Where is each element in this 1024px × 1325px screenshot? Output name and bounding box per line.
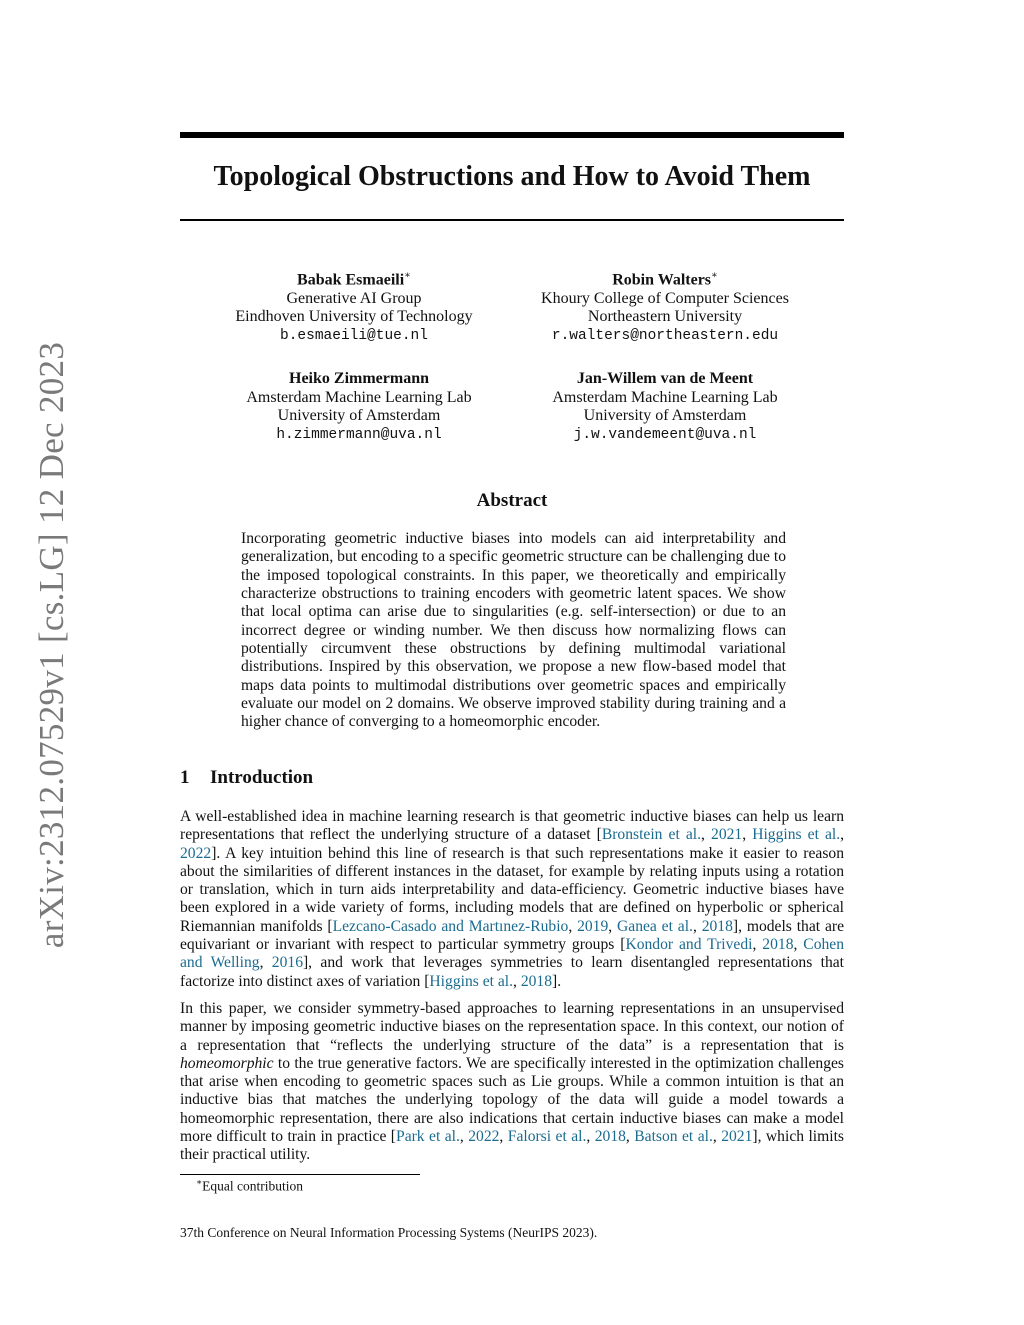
- section-number: 1: [180, 767, 190, 788]
- author-name: Robin Walters: [612, 271, 712, 289]
- citation-link[interactable]: 2018: [701, 917, 733, 935]
- citation-link[interactable]: 2016: [271, 954, 303, 972]
- author-affiliation: Amsterdam Machine Learning Lab: [246, 388, 472, 406]
- author-institution: Eindhoven University of Technology: [235, 308, 473, 326]
- title-rule-bottom: [180, 219, 844, 221]
- venue-footer: 37th Conference on Neural Information Processing Systems (NeurIPS 2023).: [180, 1225, 598, 1240]
- citation-link[interactable]: Kondor and Trivedi: [625, 936, 753, 954]
- citation-link[interactable]: Bronstein et al.: [601, 826, 702, 844]
- author-email[interactable]: b.esmaeili@tue.nl: [280, 327, 428, 344]
- abstract-text: Incorporating geometric inductive biases into models can aid interpretability and generalization, but encoding to a specific geometric structure can be challenging due to the imposed topological constraints. In this paper, we theoretically and empirically characterize obstructions to training encoders with geometric latent spaces. We show that local optima can arise due to singularities (e.g. self-intersection) or due to an incorrect degree or winding number. We then discuss how normalizing flows can potentially circumvent these obstructions by defining multimodal variational distributions. Inspired by this observation, we propose a new flow-based model that maps data points to multimodal distributions over geometric spaces and empirically evaluate our model on 2 domains. We observe improved stability during training and a higher chance of converging to a homeomorphic encoder.: [241, 530, 786, 731]
- citation-link[interactable]: 2022: [468, 1128, 500, 1146]
- citation-link[interactable]: 2022: [180, 844, 212, 862]
- intro-paragraph-2: In this paper, we consider symmetry-based approaches to learning representations in an unsupervised manner by imposing geometric inductive biases on the representation space. In this context, our notion of a representation that “reflects the underlying structure of the data” is a representation that is homeomorphic to the true generative factors. We are specifically interested in the optimization challenges that arise when encoding to geometric spaces such as Lie groups. While a common intuition is that an inductive bias that matches the underlying topology of the data will guide a model towards a homeomorphic representation, there are also indications that certain inductive biases can make a model more difficult to train in practice [Park et al., 2022, Falorsi et al., 2018, Batson et al., 2021], which limits their practical utility.: [180, 1000, 845, 1164]
- arxiv-identifier: arXiv:2312.07529v1 [cs.LG] 12 Dec 2023: [32, 341, 71, 949]
- citation-link[interactable]: Batson et al.: [634, 1128, 713, 1146]
- author-block: [505, 267, 825, 345]
- citation-link[interactable]: Cohen and Welling: [180, 936, 845, 972]
- author-name: Heiko Zimmermann: [289, 370, 429, 387]
- abstract-heading: Abstract: [476, 490, 548, 511]
- citation-link[interactable]: 2018: [594, 1128, 626, 1146]
- author-institution: University of Amsterdam: [277, 407, 441, 424]
- author-email[interactable]: r.walters@northeastern.edu: [551, 327, 779, 344]
- emphasis-term: homeomorphic: [180, 1054, 274, 1072]
- footnote: [196, 1177, 303, 1195]
- citation-link[interactable]: 2018: [520, 972, 552, 990]
- citation-link[interactable]: 2021: [721, 1128, 753, 1146]
- author-email[interactable]: h.zimmermann@uva.nl: [276, 426, 442, 443]
- citation-link[interactable]: Lezcano-Casado and Martınez-Rubio: [332, 917, 569, 935]
- citation-link[interactable]: Falorsi et al.: [507, 1128, 587, 1146]
- citation-link[interactable]: Higgins et al.: [752, 826, 841, 844]
- author-affiliation: Amsterdam Machine Learning Lab: [552, 388, 778, 406]
- section-title: Introduction: [210, 767, 314, 788]
- citation-link[interactable]: 2019: [577, 917, 609, 935]
- author-affiliation: Khoury College of Computer Sciences: [541, 289, 789, 307]
- citation-link[interactable]: Ganea et al.: [617, 917, 693, 935]
- author-block: [199, 370, 519, 444]
- footnote-text: Equal contribution: [202, 1178, 303, 1194]
- intro-paragraph-1: A well-established idea in machine learning research is that geometric inductive biases can help us learn representations that reflect the underlying structure of a dataset [Bronstein et al., 2021, Higgins et al., 2022]. A key intuition behind this line of research is that such representations make it easier to reason about the similarities of different instances in the dataset, for example by relating inputs using a rotation or translation, which in turn aids interpretability and data-efficiency. Geometric inductive biases have been explored in a wide variety of forms, including models that are defined on hyperbolic or spherical Riemannian manifolds [Lezcano-Casado and Martınez-Rubio, 2019, Ganea et al., 2018], models that are equivariant or invariant with respect to particular symmetry groups [Kondor and Trivedi, 2018, Cohen and Welling, 2016], and work that leverages symmetries to learn disentangled representations that factorize into distinct axes of variation [Higgins et al., 2018].: [180, 808, 845, 990]
- author-block: [505, 370, 825, 444]
- footnote-rule: [180, 1174, 420, 1175]
- author-name: Babak Esmaeili: [297, 271, 405, 289]
- author-affiliation: Generative AI Group: [286, 289, 422, 307]
- footnote-mark: ∗: [196, 1177, 203, 1187]
- citation-link[interactable]: Higgins et al.: [429, 972, 514, 990]
- paper-title: Topological Obstructions and How to Avoid Them: [213, 161, 811, 192]
- equal-contribution-mark: ∗: [404, 270, 411, 281]
- title-rule-top: [180, 132, 844, 138]
- citation-link[interactable]: 2018: [762, 936, 794, 954]
- citation-link[interactable]: 2021: [711, 826, 743, 844]
- author-block: [194, 267, 514, 345]
- section-heading: [180, 767, 313, 789]
- author-name: Jan-Willem van de Meent: [576, 370, 754, 387]
- citation-link[interactable]: Park et al.: [396, 1128, 460, 1146]
- author-institution: University of Amsterdam: [583, 407, 747, 424]
- author-email[interactable]: j.w.vandemeent@uva.nl: [573, 426, 757, 443]
- author-institution: Northeastern University: [587, 308, 743, 326]
- equal-contribution-mark: ∗: [711, 270, 718, 281]
